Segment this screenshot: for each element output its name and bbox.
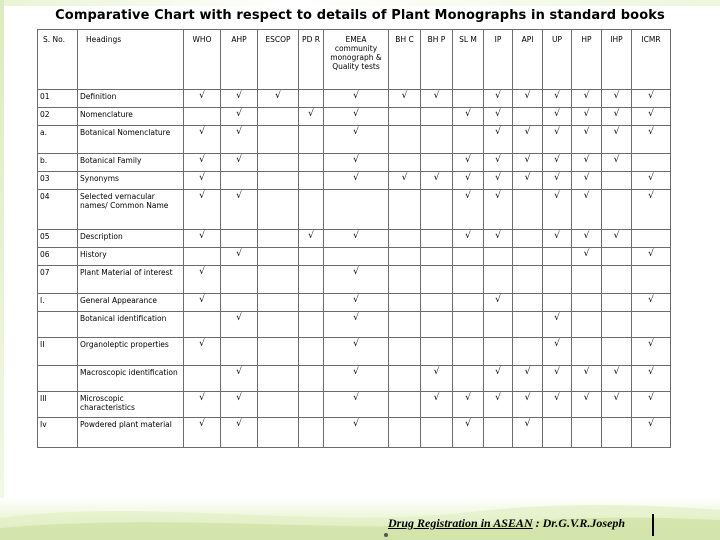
check-mark: √ xyxy=(484,294,513,312)
table-row xyxy=(38,418,671,448)
empty-cell xyxy=(299,154,324,172)
check-mark: √ xyxy=(324,126,389,154)
check-mark: √ xyxy=(184,90,221,108)
check-mark: √ xyxy=(324,312,389,338)
check-mark: √ xyxy=(602,90,632,108)
table-row xyxy=(38,248,671,266)
empty-cell xyxy=(389,312,421,338)
check-mark: √ xyxy=(602,230,632,248)
empty-cell xyxy=(389,366,421,392)
empty-cell xyxy=(184,108,221,126)
table-row xyxy=(38,190,671,230)
row-heading: Plant Material of interest xyxy=(78,266,184,294)
empty-cell xyxy=(543,294,572,312)
row-number: 03 xyxy=(38,172,78,190)
check-mark: √ xyxy=(543,230,572,248)
check-mark: √ xyxy=(221,108,258,126)
empty-cell xyxy=(258,190,299,230)
header-sno: S. No. xyxy=(38,30,78,90)
empty-cell xyxy=(258,392,299,418)
empty-cell xyxy=(258,338,299,366)
check-mark: √ xyxy=(221,90,258,108)
empty-cell xyxy=(421,418,453,448)
header-source: HP xyxy=(572,30,602,90)
empty-cell xyxy=(421,338,453,366)
check-mark: √ xyxy=(453,172,484,190)
check-mark: √ xyxy=(184,418,221,448)
footer-credit xyxy=(388,516,625,531)
empty-cell xyxy=(258,312,299,338)
empty-cell xyxy=(299,418,324,448)
check-mark: √ xyxy=(572,190,602,230)
empty-cell xyxy=(389,294,421,312)
empty-cell xyxy=(184,366,221,392)
check-mark: √ xyxy=(484,108,513,126)
empty-cell xyxy=(258,366,299,392)
check-mark: √ xyxy=(484,154,513,172)
check-mark: √ xyxy=(221,392,258,418)
empty-cell xyxy=(453,312,484,338)
row-heading: Macroscopic identification xyxy=(78,366,184,392)
check-mark: √ xyxy=(184,338,221,366)
check-mark: √ xyxy=(572,366,602,392)
check-mark: √ xyxy=(513,366,543,392)
empty-cell xyxy=(484,312,513,338)
row-heading: Botanical Nomenclature xyxy=(78,126,184,154)
check-mark: √ xyxy=(221,248,258,266)
check-mark: √ xyxy=(324,294,389,312)
check-mark: √ xyxy=(324,154,389,172)
empty-cell xyxy=(513,190,543,230)
empty-cell xyxy=(258,266,299,294)
row-number xyxy=(38,312,78,338)
empty-cell xyxy=(389,190,421,230)
check-mark: √ xyxy=(572,108,602,126)
check-mark: √ xyxy=(484,366,513,392)
bottom-wave-decoration xyxy=(0,490,720,540)
row-heading: Selected vernacular names/ Common Name xyxy=(78,190,184,230)
empty-cell xyxy=(389,230,421,248)
check-mark: √ xyxy=(389,172,421,190)
empty-cell xyxy=(258,126,299,154)
check-mark: √ xyxy=(632,366,671,392)
empty-cell xyxy=(389,266,421,294)
empty-cell xyxy=(513,266,543,294)
empty-cell xyxy=(221,294,258,312)
footer-divider xyxy=(652,514,654,536)
table-row xyxy=(38,294,671,312)
row-number: 07 xyxy=(38,266,78,294)
row-number: 06 xyxy=(38,248,78,266)
check-mark: √ xyxy=(543,172,572,190)
check-mark: √ xyxy=(632,248,671,266)
check-mark: √ xyxy=(184,154,221,172)
left-decoration xyxy=(0,0,4,540)
table-row xyxy=(38,266,671,294)
empty-cell xyxy=(513,294,543,312)
check-mark: √ xyxy=(389,90,421,108)
empty-cell xyxy=(221,266,258,294)
header-source: PD R xyxy=(299,30,324,90)
check-mark: √ xyxy=(484,90,513,108)
check-mark: √ xyxy=(453,108,484,126)
check-mark: √ xyxy=(258,90,299,108)
empty-cell xyxy=(543,248,572,266)
empty-cell xyxy=(389,338,421,366)
footer-separator: : xyxy=(535,516,540,530)
header-source: ESCOP xyxy=(258,30,299,90)
check-mark: √ xyxy=(324,266,389,294)
check-mark: √ xyxy=(513,392,543,418)
check-mark: √ xyxy=(184,392,221,418)
check-mark: √ xyxy=(453,418,484,448)
empty-cell xyxy=(453,126,484,154)
empty-cell xyxy=(389,154,421,172)
empty-cell xyxy=(453,294,484,312)
empty-cell xyxy=(513,248,543,266)
check-mark: √ xyxy=(324,392,389,418)
empty-cell xyxy=(453,366,484,392)
footer-bullet xyxy=(384,533,388,537)
check-mark: √ xyxy=(543,366,572,392)
empty-cell xyxy=(221,230,258,248)
table-row xyxy=(38,230,671,248)
check-mark: √ xyxy=(453,190,484,230)
header-source: WHO xyxy=(184,30,221,90)
empty-cell xyxy=(299,172,324,190)
check-mark: √ xyxy=(324,90,389,108)
empty-cell xyxy=(484,418,513,448)
empty-cell xyxy=(299,266,324,294)
check-mark: √ xyxy=(602,154,632,172)
header-source: UP xyxy=(543,30,572,90)
empty-cell xyxy=(258,248,299,266)
check-mark: √ xyxy=(221,366,258,392)
check-mark: √ xyxy=(543,190,572,230)
table-row xyxy=(38,172,671,190)
empty-cell xyxy=(602,172,632,190)
empty-cell xyxy=(513,230,543,248)
check-mark: √ xyxy=(572,248,602,266)
empty-cell xyxy=(453,90,484,108)
header-source: ICMR xyxy=(632,30,671,90)
check-mark: √ xyxy=(324,108,389,126)
empty-cell xyxy=(299,366,324,392)
check-mark: √ xyxy=(453,154,484,172)
check-mark: √ xyxy=(632,108,671,126)
empty-cell xyxy=(421,266,453,294)
row-number: I. xyxy=(38,294,78,312)
row-number: b. xyxy=(38,154,78,172)
empty-cell xyxy=(632,312,671,338)
check-mark: √ xyxy=(632,190,671,230)
row-number: 02 xyxy=(38,108,78,126)
row-number: III xyxy=(38,392,78,418)
empty-cell xyxy=(572,294,602,312)
check-mark: √ xyxy=(602,108,632,126)
empty-cell xyxy=(299,338,324,366)
empty-cell xyxy=(324,190,389,230)
table-row xyxy=(38,366,671,392)
empty-cell xyxy=(572,338,602,366)
check-mark: √ xyxy=(543,312,572,338)
check-mark: √ xyxy=(299,230,324,248)
check-mark: √ xyxy=(543,392,572,418)
header-source: AHP xyxy=(221,30,258,90)
empty-cell xyxy=(602,418,632,448)
check-mark: √ xyxy=(513,126,543,154)
check-mark: √ xyxy=(543,338,572,366)
check-mark: √ xyxy=(632,392,671,418)
check-mark: √ xyxy=(572,172,602,190)
empty-cell xyxy=(221,172,258,190)
check-mark: √ xyxy=(421,366,453,392)
row-number: Iv xyxy=(38,418,78,448)
empty-cell xyxy=(602,294,632,312)
empty-cell xyxy=(572,312,602,338)
table-row xyxy=(38,108,671,126)
empty-cell xyxy=(632,230,671,248)
check-mark: √ xyxy=(602,392,632,418)
table-row xyxy=(38,338,671,366)
empty-cell xyxy=(484,248,513,266)
empty-cell xyxy=(602,338,632,366)
table-row xyxy=(38,90,671,108)
top-decoration xyxy=(0,0,720,6)
check-mark: √ xyxy=(632,126,671,154)
empty-cell xyxy=(258,172,299,190)
header-source: IHP xyxy=(602,30,632,90)
check-mark: √ xyxy=(602,366,632,392)
empty-cell xyxy=(389,108,421,126)
row-number: 05 xyxy=(38,230,78,248)
row-heading: Microscopic characteristics xyxy=(78,392,184,418)
check-mark: √ xyxy=(513,90,543,108)
empty-cell xyxy=(324,248,389,266)
row-heading: Description xyxy=(78,230,184,248)
empty-cell xyxy=(513,108,543,126)
empty-cell xyxy=(258,418,299,448)
empty-cell xyxy=(389,392,421,418)
check-mark: √ xyxy=(484,126,513,154)
check-mark: √ xyxy=(453,230,484,248)
empty-cell xyxy=(421,126,453,154)
empty-cell xyxy=(513,312,543,338)
check-mark: √ xyxy=(324,230,389,248)
row-heading: Botanical identification xyxy=(78,312,184,338)
check-mark: √ xyxy=(421,172,453,190)
row-heading: Nomenclature xyxy=(78,108,184,126)
empty-cell xyxy=(299,392,324,418)
check-mark: √ xyxy=(324,338,389,366)
check-mark: √ xyxy=(632,172,671,190)
check-mark: √ xyxy=(421,392,453,418)
footer-author: Dr.G.V.R.Joseph xyxy=(542,516,626,530)
check-mark: √ xyxy=(513,154,543,172)
empty-cell xyxy=(602,248,632,266)
empty-cell xyxy=(572,266,602,294)
empty-cell xyxy=(299,248,324,266)
empty-cell xyxy=(221,338,258,366)
check-mark: √ xyxy=(453,392,484,418)
row-number: a. xyxy=(38,126,78,154)
check-mark: √ xyxy=(221,190,258,230)
row-heading: Organoleptic properties xyxy=(78,338,184,366)
chart-title: Comparative Chart with respect to details of Plant Monographs in standard books xyxy=(55,8,665,23)
empty-cell xyxy=(258,154,299,172)
empty-cell xyxy=(258,230,299,248)
check-mark: √ xyxy=(543,154,572,172)
check-mark: √ xyxy=(572,392,602,418)
check-mark: √ xyxy=(632,294,671,312)
row-heading: General Appearance xyxy=(78,294,184,312)
header-source: API xyxy=(513,30,543,90)
check-mark: √ xyxy=(513,172,543,190)
empty-cell xyxy=(299,126,324,154)
check-mark: √ xyxy=(572,154,602,172)
check-mark: √ xyxy=(632,90,671,108)
row-number: 04 xyxy=(38,190,78,230)
check-mark: √ xyxy=(221,126,258,154)
header-source: IP xyxy=(484,30,513,90)
row-heading: History xyxy=(78,248,184,266)
footer-label: Drug Registration in ASEAN xyxy=(388,516,533,530)
check-mark: √ xyxy=(324,366,389,392)
empty-cell xyxy=(602,312,632,338)
empty-cell xyxy=(389,248,421,266)
check-mark: √ xyxy=(632,338,671,366)
empty-cell xyxy=(258,294,299,312)
empty-cell xyxy=(421,190,453,230)
empty-cell xyxy=(389,126,421,154)
check-mark: √ xyxy=(572,126,602,154)
row-number: 01 xyxy=(38,90,78,108)
header-source: BH C xyxy=(389,30,421,90)
empty-cell xyxy=(421,230,453,248)
empty-cell xyxy=(453,266,484,294)
check-mark: √ xyxy=(572,90,602,108)
check-mark: √ xyxy=(184,230,221,248)
row-heading: Botanical Family xyxy=(78,154,184,172)
check-mark: √ xyxy=(421,90,453,108)
check-mark: √ xyxy=(543,108,572,126)
check-mark: √ xyxy=(324,172,389,190)
empty-cell xyxy=(602,190,632,230)
header-headings: Headings xyxy=(78,30,184,90)
empty-cell xyxy=(299,90,324,108)
table-row xyxy=(38,312,671,338)
check-mark: √ xyxy=(221,312,258,338)
empty-cell xyxy=(421,312,453,338)
row-number xyxy=(38,366,78,392)
comparison-table xyxy=(37,29,671,448)
check-mark: √ xyxy=(543,90,572,108)
empty-cell xyxy=(184,312,221,338)
check-mark: √ xyxy=(572,230,602,248)
check-mark: √ xyxy=(324,418,389,448)
header-source: BH P xyxy=(421,30,453,90)
row-heading: Definition xyxy=(78,90,184,108)
header-row xyxy=(38,30,671,90)
empty-cell xyxy=(258,108,299,126)
check-mark: √ xyxy=(184,172,221,190)
check-mark: √ xyxy=(484,190,513,230)
check-mark: √ xyxy=(184,294,221,312)
check-mark: √ xyxy=(184,190,221,230)
empty-cell xyxy=(421,294,453,312)
empty-cell xyxy=(184,248,221,266)
table-body xyxy=(38,90,671,448)
check-mark: √ xyxy=(484,230,513,248)
empty-cell xyxy=(299,294,324,312)
check-mark: √ xyxy=(484,392,513,418)
empty-cell xyxy=(421,248,453,266)
check-mark: √ xyxy=(184,126,221,154)
empty-cell xyxy=(299,312,324,338)
check-mark: √ xyxy=(632,418,671,448)
empty-cell xyxy=(632,154,671,172)
empty-cell xyxy=(421,108,453,126)
check-mark: √ xyxy=(221,418,258,448)
table-row xyxy=(38,392,671,418)
empty-cell xyxy=(389,418,421,448)
row-number: II xyxy=(38,338,78,366)
table-row xyxy=(38,126,671,154)
check-mark: √ xyxy=(543,126,572,154)
check-mark: √ xyxy=(184,266,221,294)
check-mark: √ xyxy=(299,108,324,126)
empty-cell xyxy=(543,418,572,448)
table-row xyxy=(38,154,671,172)
header-source: SL M xyxy=(453,30,484,90)
empty-cell xyxy=(453,338,484,366)
empty-cell xyxy=(299,190,324,230)
check-mark: √ xyxy=(513,418,543,448)
empty-cell xyxy=(484,338,513,366)
empty-cell xyxy=(484,266,513,294)
check-mark: √ xyxy=(484,172,513,190)
check-mark: √ xyxy=(602,126,632,154)
empty-cell xyxy=(602,266,632,294)
empty-cell xyxy=(632,266,671,294)
check-mark: √ xyxy=(221,154,258,172)
empty-cell xyxy=(453,248,484,266)
header-source: EMEA community monograph & Quality tests xyxy=(324,30,389,90)
row-heading: Powdered plant material xyxy=(78,418,184,448)
empty-cell xyxy=(572,418,602,448)
empty-cell xyxy=(543,266,572,294)
empty-cell xyxy=(421,154,453,172)
row-heading: Synonyms xyxy=(78,172,184,190)
empty-cell xyxy=(513,338,543,366)
